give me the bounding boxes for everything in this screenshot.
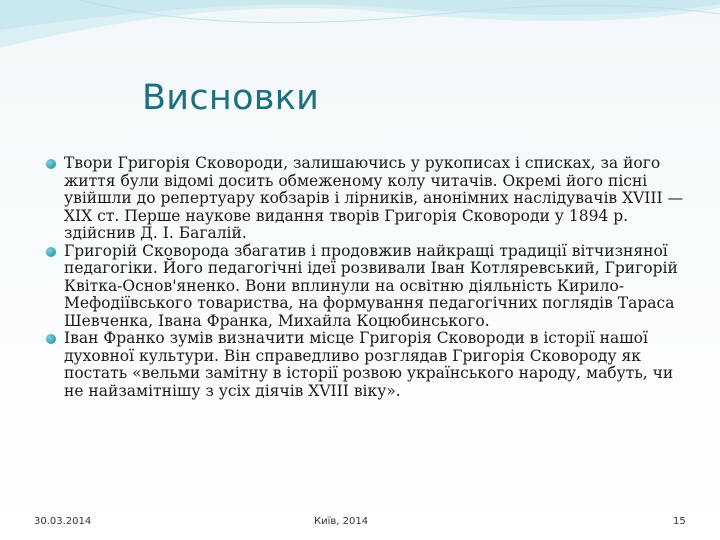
bullet-dot-icon bbox=[46, 159, 56, 169]
top-wave-decoration bbox=[0, 0, 720, 80]
bullet-dot-icon bbox=[46, 247, 56, 257]
page-number: 15 bbox=[673, 516, 686, 527]
bullet-item bbox=[46, 330, 686, 400]
footer-place: Київ, 2014 bbox=[314, 516, 369, 527]
bullet-item bbox=[46, 243, 686, 331]
slide-title: Висновки bbox=[142, 78, 320, 118]
bullet-text: Твори Григорія Сковороди, залишаючись у рукописах і списках, за його життя були відомі досить обмеженому колу читачів. Окремі його пісні увійшли до репертуару кобзарів і лірників, анонімних наслідувачів XVIII — XIX ст. Перше наукове видання творів Григорія Сковороди у 1894 р. здійснив Д. І. Багалій. bbox=[64, 154, 684, 242]
bullet-list bbox=[46, 155, 686, 400]
footer-date: 30.03.2014 bbox=[34, 516, 92, 527]
bullet-text: Іван Франко зумів визначити місце Григорія Сковороди в історії нашої духовної культури. Він справедливо розглядав Григорія Сковороду як постать «вельми замітну в історії розвою українського народу, мабуть, чи не найзамітнішу з усіх діячів XVIII віку». bbox=[64, 329, 674, 400]
bullet-item bbox=[46, 155, 686, 243]
bullet-text: Григорій Сковорода збагатив і продовжив найкращі традиції вітчизняної педагогіки. Його педагогічні ідеї розвивали Іван Котляревський, Григорій Квітка-Основ'яненко. Вони вплинули на освітню діяльність Кирило-Мефодіївського товариства, на формування педагогічних поглядів Тараса Шевченка, Івана Франка, Михайла Коцюбинського. bbox=[64, 241, 678, 330]
bullet-dot-icon bbox=[46, 334, 56, 344]
